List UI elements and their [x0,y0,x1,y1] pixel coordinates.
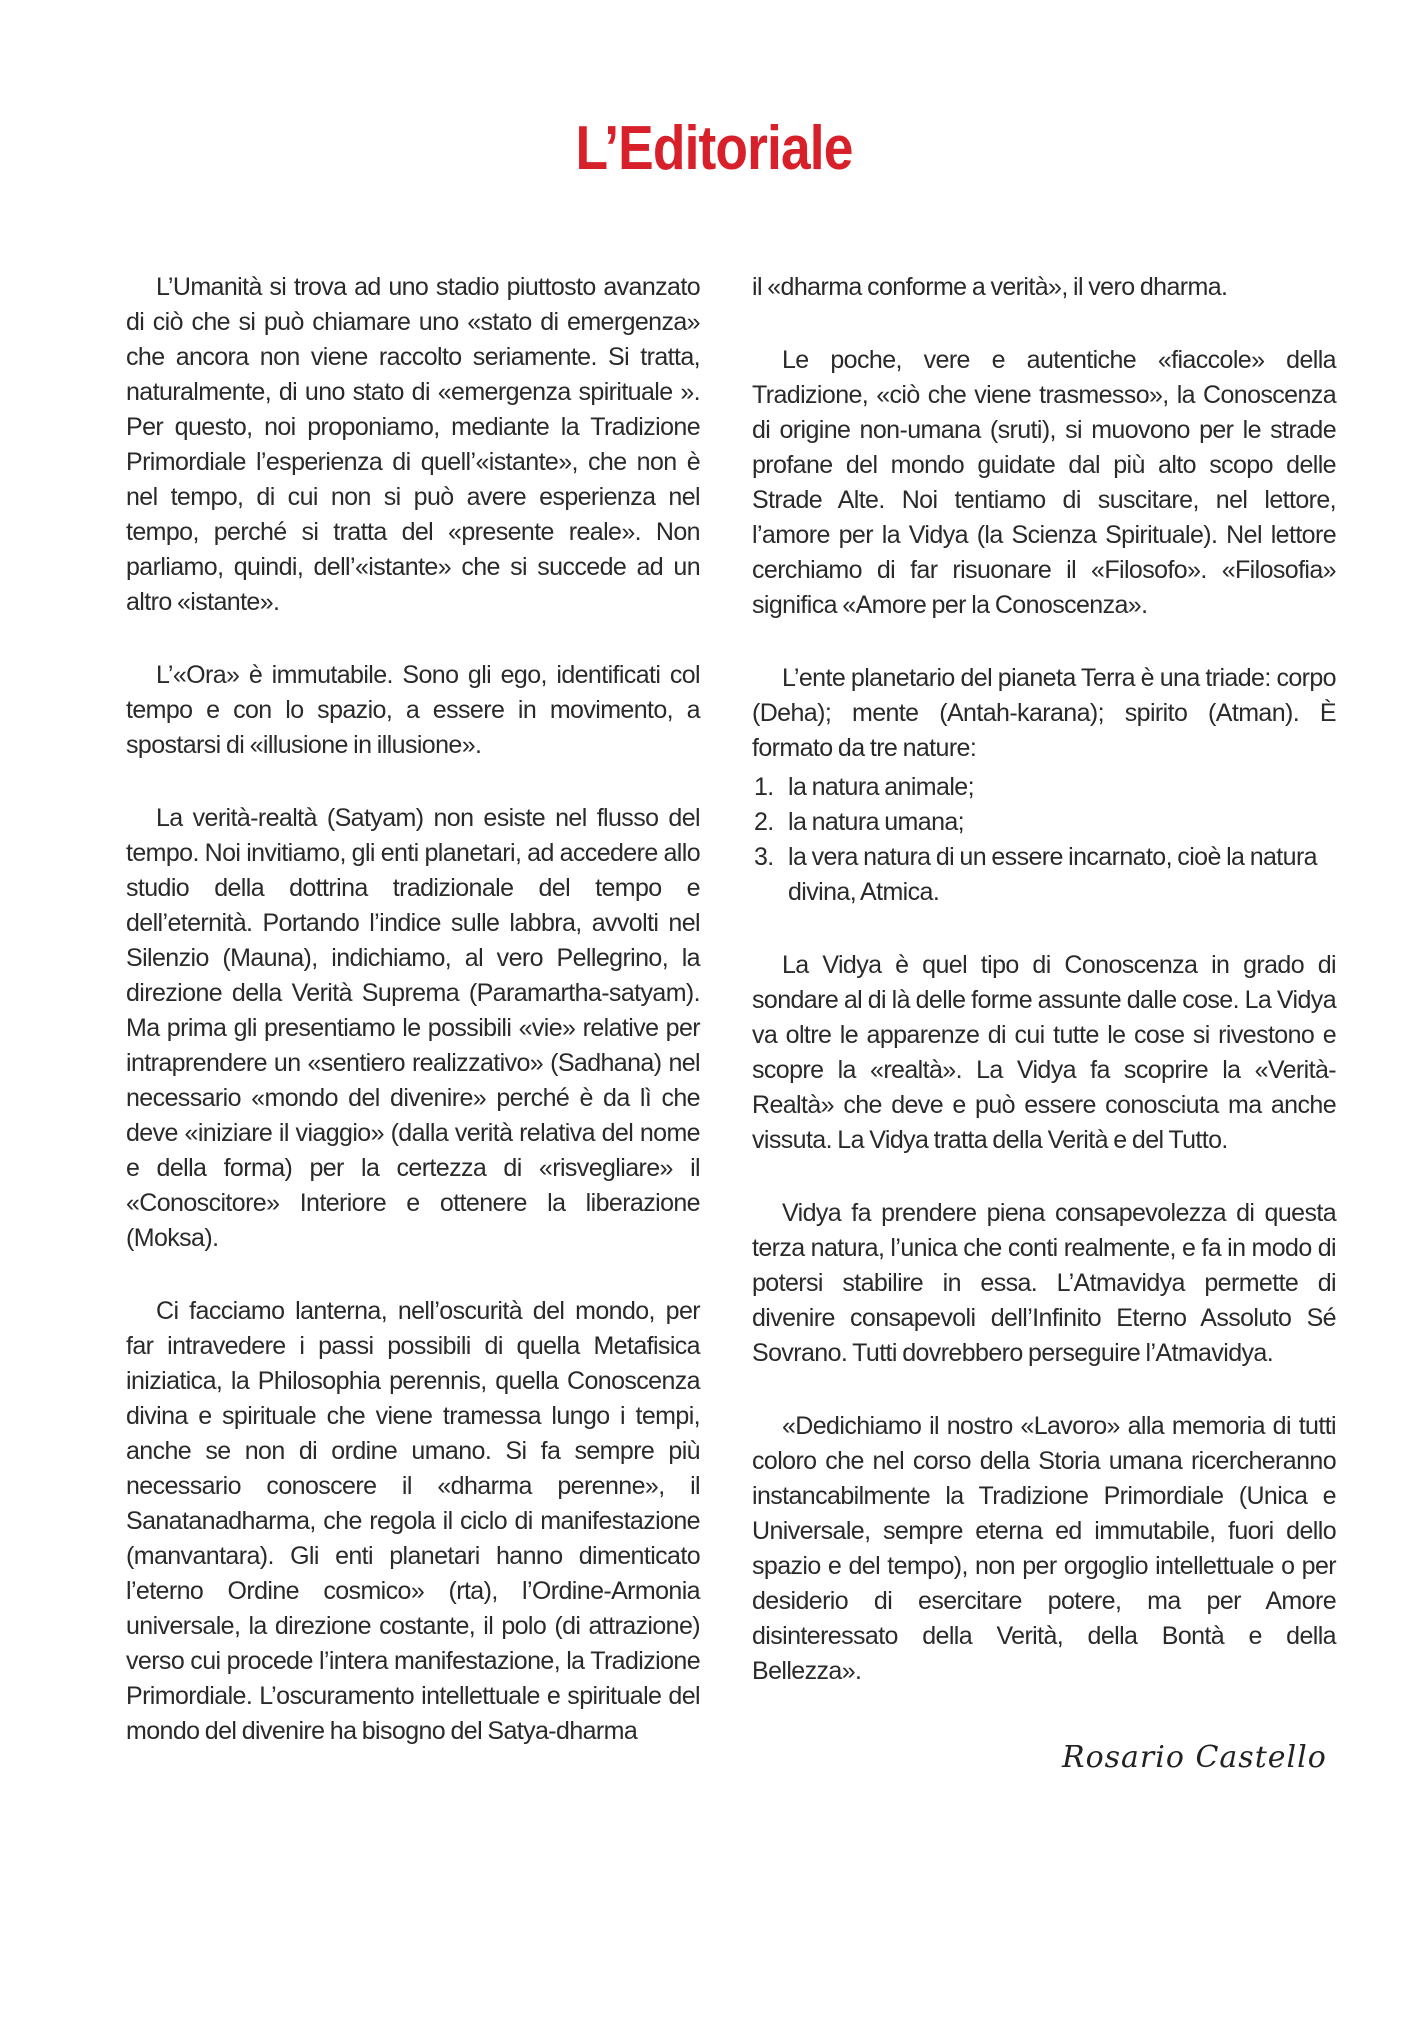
paragraph-dedica: «Dedichiamo il nostro «Lavoro» alla memoria di tutti coloro che nel corso della Storia umana ricercheranno instancabilmente la Tradizione Primordiale (Unica e Universale, sempre eterna ed immutabile, fuori dello spazio e del tempo), non per orgoglio intellettuale o per desiderio di esercitare potere, ma per Amore disinteressato della Verità, della Bontà e della Bellezza». [752,1412,1336,1685]
list-item [752,770,1336,805]
list-item-text: la natura animale; [788,773,974,801]
signature [1052,1727,1332,1787]
paragraph-consapevolezza: Vidya fa prendere piena consapevolezza di questa terza natura, l’unica che conti realmente, e fa in modo di potersi stabilire in essa. L’Atmavidya permette di divenire consapevoli dell’Infinito Eterno Assoluto Sé Sovrano. Tutti dovrebbero perseguire l’Atmavidya. [752,1199,1336,1367]
paragraph-umanita: L’Umanità si trova ad uno stadio piuttosto avanzato di ciò che si può chiamare uno «stato di emergenza» che ancora non viene raccolto seriamente. Si tratta, naturalmente, di uno stato di «emergenza spirituale ». Per questo, noi proponiamo, mediante la Tradizione Primordiale l’esperienza di quell’«istante», che non è nel tempo, di cui non si può avere esperienza nel tempo, perché si tratta del «presente reale». Non parliamo, quindi, dell’«istante» che si succede ad un altro «istante». [126,273,700,616]
list-number: 2. [754,808,774,836]
page-title: L’Editoriale [575,114,853,183]
paragraph-lanterna: Ci facciamo lanterna, nell’oscurità del mondo, per far intravedere i passi possibili di quella Metafisica iniziatica, la Philosophia perennis, quella Conoscenza divina e spirituale che viene tramessa lungo i tempi, anche se non di ordine umano. Si fa sempre più necessario conoscere il «dharma perenne», il Sanatanadharma, che regola il ciclo di manifestazione (manvantara). Gli enti planetari hanno dimenticato l’eterno Ordine cosmico» (rta), l’Ordine-Armonia universale, la direzione costante, il polo (di attrazione) verso cui procede l’intera manifestazione, la Tradizione Primordiale. L’oscuramento intellettuale e spirituale del mondo del divenire ha bisogno del Satya-dharma [126,1297,700,1745]
list-item-text: la natura umana; [788,808,965,836]
list-item-text: la vera natura di un essere incarnato, cioè la natura divina, Atmica. [788,843,1317,906]
list-item [752,840,1336,910]
right-column [752,270,1336,1727]
list-item [752,805,1336,840]
paragraph-continuation: il «dharma conforme a verità», il vero dharma. [752,273,1228,301]
paragraph-ente-planetario: L’ente planetario del pianeta Terra è una triade: corpo (Deha); mente (Antah-karana); spirito (Atman). È formato da tre nature: [752,664,1336,762]
paragraph-ora: L’«Ora» è immutabile. Sono gli ego, identificati col tempo e con lo spazio, a essere in movimento, a spostarsi di «illusione in illusione». [126,661,700,759]
list-number: 1. [754,773,774,801]
svg-text:Rosario Castello: Rosario Castello [1062,1740,1327,1775]
natures-list [752,770,1336,910]
paragraph-vidya: La Vidya è quel tipo di Conoscenza in grado di sondare al di là delle forme assunte dalle cose. La Vidya va oltre le apparenze di cui tutte le cose si rivestono e scopre la «realtà». La Vidya fa scoprire la «Verità-Realtà» che deve e può essere conosciuta ma anche vissuta. La Vidya tratta della Verità e del Tutto. [752,951,1336,1154]
paragraph-verita-realta: La verità-realtà (Satyam) non esiste nel flusso del tempo. Noi invitiamo, gli enti planetari, ad accedere allo studio della dottrina tradizionale del tempo e dell’eternità. Portando l’indice sulle labbra, avvolti nel Silenzio (Mauna), indichiamo, al vero Pellegrino, la direzione della Verità Suprema (Paramartha-satyam). Ma prima gli presentiamo le possibili «vie» relative per intraprendere un «sentiero realizzativo» (Sadhana) nel necessario «mondo del divenire» perché è da lì che deve «iniziare il viaggio» (dalla verità relativa del nome e della forma) per la certezza di «risvegliare» il «Conoscitore» Interiore e ottenere la liberazione (Moksa). [126,804,700,1252]
paragraph-fiaccole: Le poche, vere e autentiche «fiaccole» della Tradizione, «ciò che viene trasmesso», la Conoscenza di origine non-umana (sruti), si muovono per le strade profane del mondo guidate dal più alto scopo delle Strade Alte. Noi tentiamo di suscitare, nel lettore, l’amore per la Vidya (la Scienza Spirituale). Nel lettore cerchiamo di far risuonare il «Filosofo». «Filosofia» significa «Amore per la Conoscenza». [752,346,1336,619]
left-column [126,270,700,1787]
list-number: 3. [754,843,774,871]
